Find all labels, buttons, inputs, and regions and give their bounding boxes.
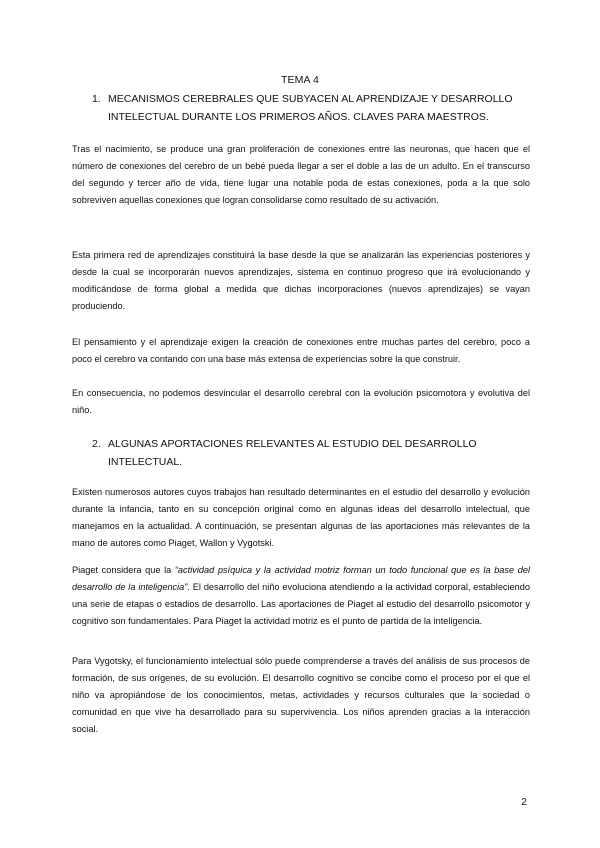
section-heading-text: ALGUNAS APORTACIONES RELEVANTES AL ESTUDIO DEL DESARROLLO INTELECTUAL. — [108, 438, 477, 468]
paragraph-piaget — [72, 562, 530, 630]
section-number: 1. — [92, 93, 101, 105]
paragraph-rest: . El desarrollo del niño evoluciona atendiendo a la actividad corporal, estableciendo una serie de etapas o estadios de desarrollo. Las aportaciones de Piaget al estudio del desarrollo psicomotor y cognitivo son fundamentales. Para Piaget la actividad motriz es el punto de partida de la inteligencia. — [72, 582, 530, 626]
piaget-quote: “actividad psíquica y la actividad motriz forman un todo funcional que es la base del desarrollo de la inteligencia” — [72, 565, 531, 592]
paragraph: Esta primera red de aprendizajes constituirá la base desde la que se analizarán las experiencias posteriores y desde la cual se incorporarán nuevos aprendizajes, sistema en continuo progreso que irá evolucionando y modificándose de forma global a medida que dichas incorporaciones (nuevos aprendizajes) se vayan produciendo. — [72, 250, 530, 311]
paragraph: Tras el nacimiento, se produce una gran proliferación de conexiones entre las neuronas, que hacen que el número de conexiones del cerebro de un bebé pueda llegar a ser el doble a las de un adulto. En el transcurso del segundo y tercer año de vida, tiene lugar una notable poda de estas conexiones, poda a la que solo sobreviven aquellas conexiones que logran consolidarse como resultado de su activación. — [72, 144, 530, 205]
paragraph: En consecuencia, no podemos desvincular el desarrollo cerebral con la evolución psicomotora y evolutiva del niño. — [72, 388, 530, 415]
section-heading-2 — [92, 435, 532, 471]
paragraph: Existen numerosos autores cuyos trabajos han resultado determinantes en el estudio del desarrollo y evolución durante la infancia, tanto en su concepción original como en algunas ideas del desarrollo intelectual, que manejamos en la actualidad. A continuación, se presentan algunas de las aportaciones más relevantes de la mano de autores como Piaget, Wallon y Vygotski. — [72, 487, 530, 548]
section-number: 2. — [92, 438, 101, 450]
paragraph: El pensamiento y el aprendizaje exigen la creación de conexiones entre muchas partes del cerebro, poco a poco el cerebro va contando con una base más extensa de experiencias sobre la que construir. — [72, 337, 530, 364]
paragraph: Para Vygotsky, el funcionamiento intelectual sólo puede comprenderse a través del análisis de sus procesos de formación, de sus orígenes, de su evolución. El desarrollo cognitivo se concibe como el proceso por el que el niño va apropiándose de los conocimientos, metas, actividades y recursos culturales que la sociedad o comunidad en que vive ha desarrollado para su supervivencia. Los niños aprenden gracias a la interacción social. — [72, 656, 530, 734]
section-heading-1 — [92, 90, 532, 126]
paragraph-lead: Piaget considera que la — [72, 565, 175, 575]
page-number: 2 — [521, 796, 527, 808]
document-title: TEMA 4 — [281, 74, 319, 86]
section-heading-text: MECANISMOS CEREBRALES QUE SUBYACEN AL APRENDIZAJE Y DESARROLLO INTELECTUAL DURANTE LOS PRIMEROS AÑOS. CLAVES PARA MAESTROS. — [108, 93, 513, 123]
